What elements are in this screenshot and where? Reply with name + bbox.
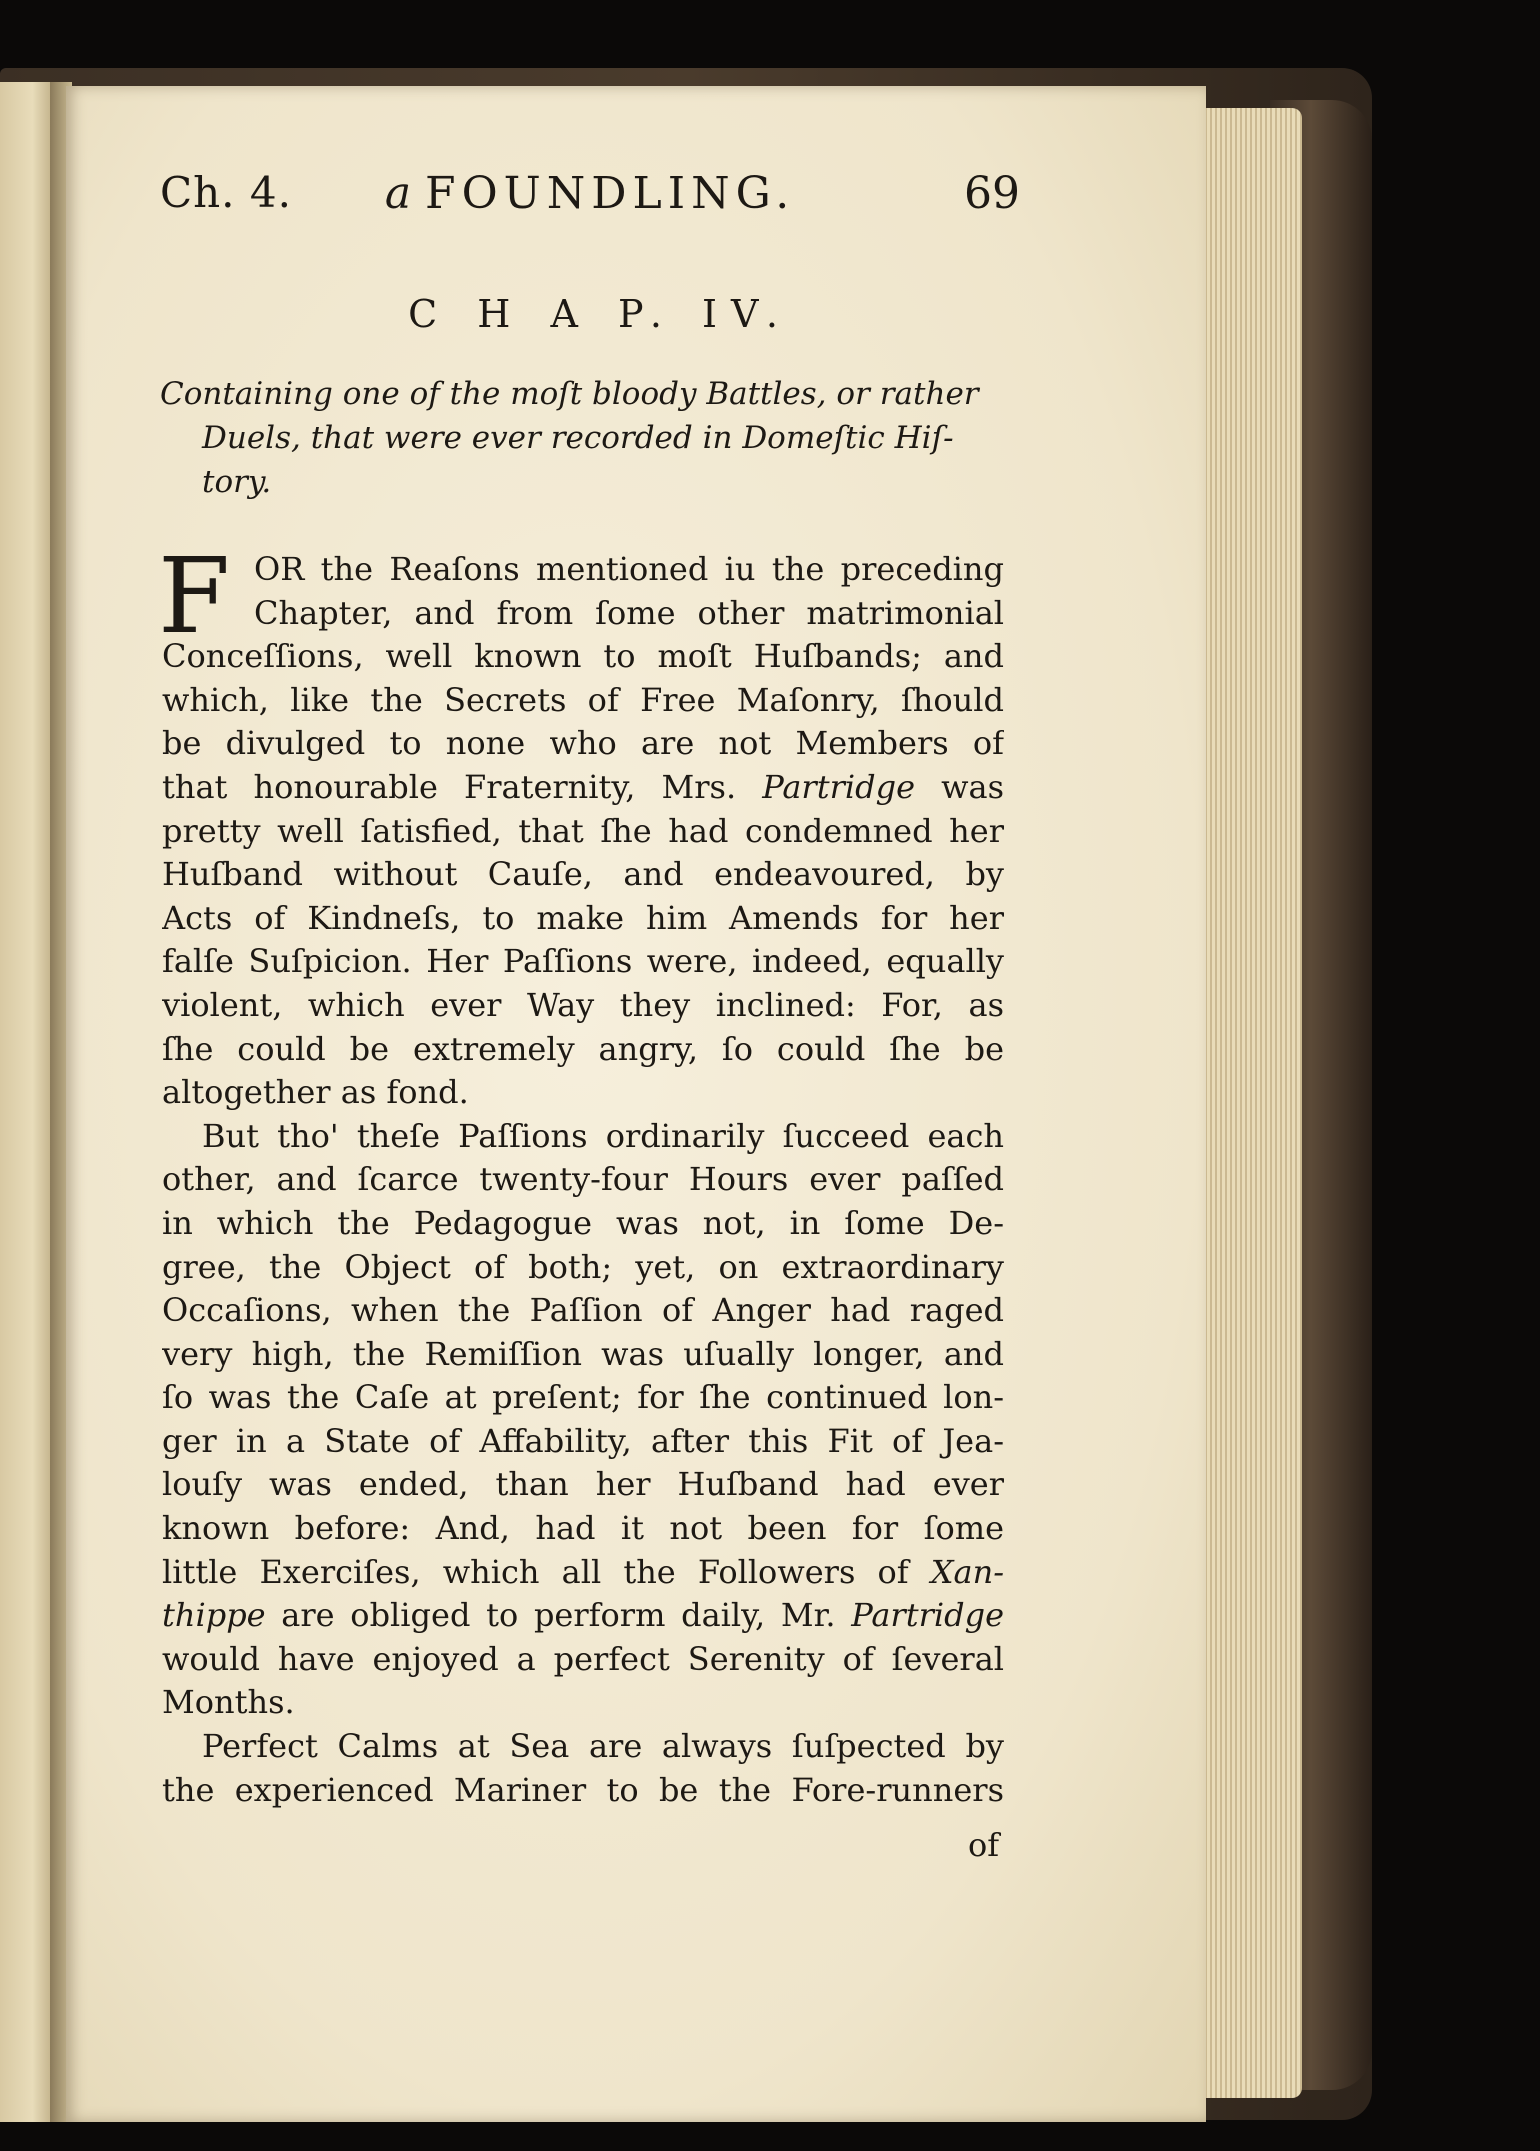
drop-cap: F xyxy=(158,535,231,657)
text-line: would have enjoyed a perfect Serenity of ſeveral xyxy=(162,1639,1004,1678)
text-line: little Exerciſes, which all the Followers of Xan- xyxy=(162,1552,1004,1591)
text-line: known before: And, had it not been for ſome xyxy=(162,1509,1004,1548)
text-line: pretty well ſatisfied, that ſhe had condemned her xyxy=(162,811,1004,850)
text-line: But tho' theſe Paſſions ordinarily ſucceed each xyxy=(202,1116,1004,1155)
text-line: Acts of Kindneſs, to make him Amends for her xyxy=(162,898,1004,937)
text-line: Chapter, and from ſome other matrimonial xyxy=(254,593,1004,632)
text-line: ſhe could be extremely angry, ſo could ſhe be xyxy=(162,1029,1004,1068)
text-line: the experienced Mariner to be the Fore-runners xyxy=(162,1770,1004,1809)
catchword: of xyxy=(968,1826,1000,1864)
body-text xyxy=(158,535,1004,1812)
summary-line: tory. xyxy=(202,464,272,500)
text-line: Occaſions, when the Paſſion of Anger had raged xyxy=(162,1291,1004,1330)
page-number: 69 xyxy=(964,168,1020,219)
text-line: Huſband without Cauſe, and endeavoured, by xyxy=(162,855,1004,894)
text-line: falſe Suſpicion. Her Paſſions were, indeed, equally xyxy=(162,942,1004,981)
running-head-prefix: a xyxy=(384,168,412,219)
text-line: very high, the Remiſſion was uſually longer, and xyxy=(162,1334,1004,1373)
summary-line: Duels, that were ever recorded in Domeſtic Hiſ- xyxy=(202,420,954,456)
text-line: in which the Pedagogue was not, in ſome De- xyxy=(162,1203,1004,1242)
text-line: OR the Reaſons mentioned iu the preceding xyxy=(254,550,1004,588)
text-line: violent, which ever Way they inclined: For, as xyxy=(162,985,1004,1024)
text-line: ger in a State of Affability, after this Fit of Jea- xyxy=(162,1421,1004,1460)
text-line: other, and ſcarce twenty-four Hours ever paſſed xyxy=(162,1160,1004,1199)
chapter-summary xyxy=(160,372,1020,504)
running-head-title xyxy=(310,168,870,219)
text-line: Perfect Calms at Sea are always ſuſpected by xyxy=(202,1727,1004,1766)
text-line: Conceſſions, well known to moſt Huſbands; and xyxy=(162,637,1004,676)
text-line: Months. xyxy=(162,1683,295,1722)
page-edges xyxy=(1192,108,1302,2098)
text-line: ſo was the Caſe at preſent; for ſhe continued lon- xyxy=(162,1378,1004,1417)
text-line: altogether as fond. xyxy=(162,1073,469,1112)
facing-page xyxy=(0,82,54,2122)
running-head-chapter: Ch. 4. xyxy=(160,168,292,217)
text-line: that honourable Fraternity, Mrs. Partridge was xyxy=(162,767,1004,806)
text-line: gree, the Object of both; yet, on extraordinary xyxy=(162,1247,1004,1286)
summary-line: Containing one of the moſt bloody Battles, or rather xyxy=(160,376,979,412)
running-head-title-text: FOUNDLING. xyxy=(425,168,796,219)
text-line: be divulged to none who are not Members of xyxy=(162,724,1004,763)
chapter-heading: C H A P. IV. xyxy=(408,292,792,336)
text-line: thippe are obliged to perform daily, Mr. Partridge xyxy=(162,1596,1004,1635)
text-line: which, like the Secrets of Free Maſonry, ſhould xyxy=(162,680,1004,719)
running-head xyxy=(160,168,1020,238)
text-line: louſy was ended, than her Huſband had ever xyxy=(162,1465,1004,1504)
